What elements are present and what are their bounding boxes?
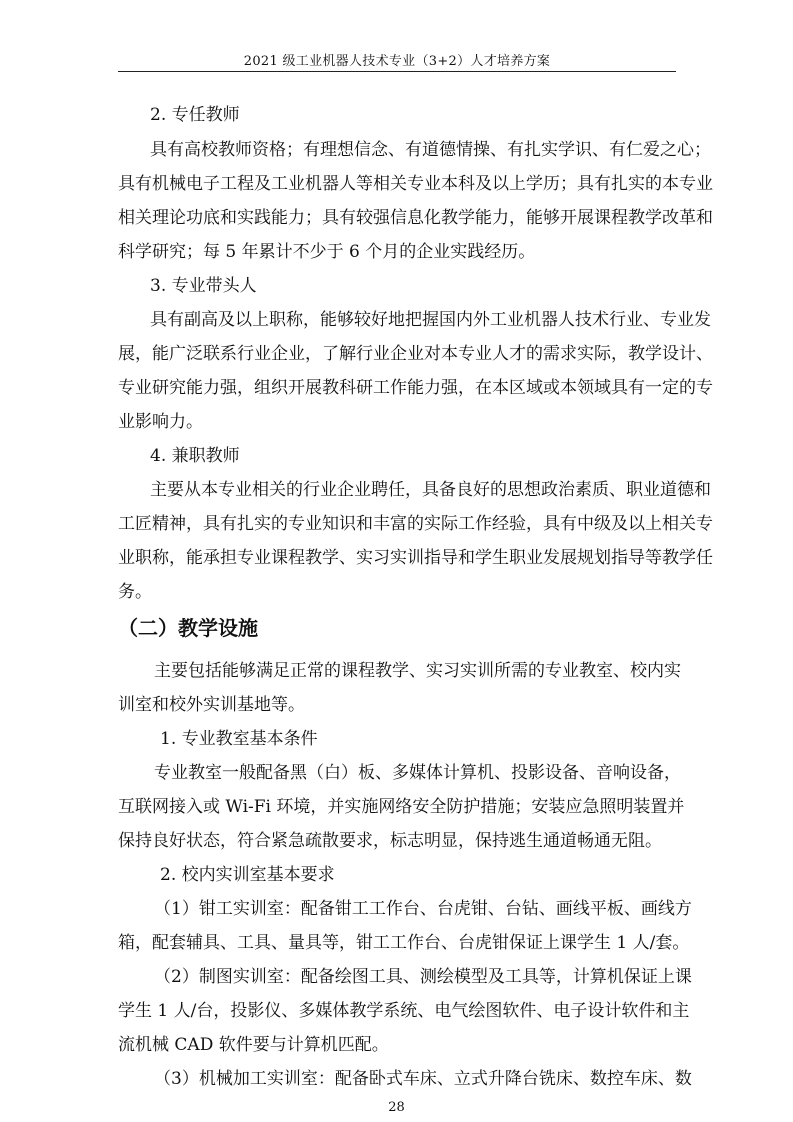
text-line: 专业研究能力强，组织开展教科研工作能力强，在本区域或本领域具有一定的专 bbox=[118, 378, 713, 398]
text-line: 互联网接入或 Wi-Fi 环境，并实施网络安全防护措施；安装应急照明装置并 bbox=[118, 797, 685, 817]
text-line: （3）机械加工实训室：配备卧式车床、立式升降台铣床、数控车床、数 bbox=[154, 1069, 692, 1089]
text-line: 相关理论功底和实践能力；具有较强信息化教学能力，能够开展课程教学改革和 bbox=[118, 208, 713, 228]
text-line: 主要从本专业相关的行业企业聘任，具备良好的思想政治素质、职业道德和 bbox=[150, 480, 711, 500]
text-line: 主要包括能够满足正常的课程教学、实习实训所需的专业教室、校内实 bbox=[154, 661, 681, 681]
text-line: 学生 1 人/台，投影仪、多媒体教学系统、电气绘图软件、电子设计软件和主 bbox=[118, 1001, 690, 1021]
page-number: 28 bbox=[388, 1100, 405, 1115]
text-line: 具有高校教师资格；有理想信念、有道德情操、有扎实学识、有仁爱之心； bbox=[150, 140, 711, 160]
subheading-full-time-teachers: 2. 专任教师 bbox=[150, 105, 240, 125]
text-line: （1）钳工实训室：配备钳工工作台、台虎钳、台钻、画线平板、画线方 bbox=[154, 899, 692, 919]
subheading-program-leader: 3. 专业带头人 bbox=[150, 276, 257, 296]
section-heading-teaching-facilities: （二）教学设施 bbox=[118, 616, 258, 640]
text-line: 务。 bbox=[118, 582, 152, 602]
text-line: 业影响力。 bbox=[118, 412, 203, 432]
text-line: 流机械 CAD 软件要与计算机匹配。 bbox=[118, 1035, 389, 1055]
text-line: 具有机械电子工程及工业机器人等相关专业本科及以上学历；具有扎实的本专业 bbox=[118, 174, 713, 194]
text-line: 训室和校外实训基地等。 bbox=[118, 695, 305, 715]
text-line: 展，能广泛联系行业企业，了解行业企业对本专业人才的需求实际，教学设计、 bbox=[118, 344, 713, 364]
text-line: 箱，配套辅具、工具、量具等，钳工工作台、台虎钳保证上课学生 1 人/套。 bbox=[118, 933, 690, 953]
text-line: （2）制图实训室：配备绘图工具、测绘模型及工具等，计算机保证上课 bbox=[154, 967, 692, 987]
subheading-classroom-conditions: 1. 专业教室基本条件 bbox=[160, 729, 318, 749]
subheading-part-time-teachers: 4. 兼职教师 bbox=[150, 446, 240, 466]
text-line: 工匠精神，具有扎实的专业知识和丰富的实际工作经验，具有中级及以上相关专 bbox=[118, 514, 713, 534]
subheading-training-room-requirements: 2. 校内实训室基本要求 bbox=[160, 865, 335, 885]
running-header: 2021 级工业机器人技术专业（3+2）人才培养方案 bbox=[243, 54, 551, 69]
text-line: 科学研究；每 5 年累计不少于 6 个月的企业实践经历。 bbox=[118, 242, 536, 262]
text-line: 具有副高及以上职称，能够较好地把握国内外工业机器人技术行业、专业发 bbox=[150, 310, 711, 330]
header-rule bbox=[118, 71, 676, 72]
text-line: 保持良好状态，符合紧急疏散要求，标志明显，保持逃生通道畅通无阻。 bbox=[118, 831, 662, 851]
text-line: 业职称，能承担专业课程教学、实习实训指导和学生职业发展规划指导等教学任 bbox=[118, 548, 713, 568]
text-line: 专业教室一般配备黑（白）板、多媒体计算机、投影设备、音响设备， bbox=[154, 763, 681, 783]
